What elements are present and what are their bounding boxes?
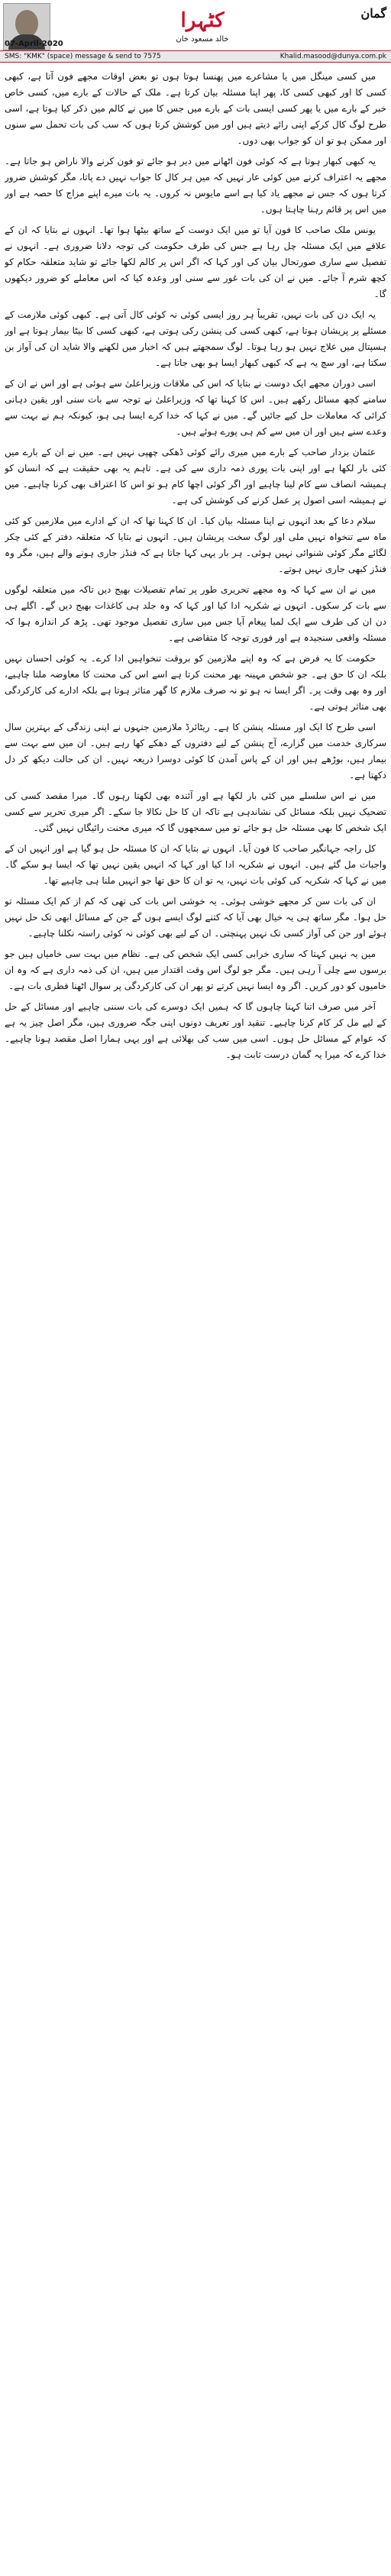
article-paragraph: کل راجہ جہانگیر صاحب کا فون آیا۔ انہوں نے بتایا کہ ان کا مسئلہ حل ہو گیا ہے اور انہیں ان کے واجبات مل گئے ہیں۔ انہوں نے شکریہ ادا کیا اور کہا کہ انہیں یقین نہیں تھا کہ ایسا ہو سکے گا۔ میں نے کہا کہ شکریہ کی کوئی بات نہیں، یہ تو ان کا حق تھا جو انہیں ملنا ہی چاہیے تھا۔ [5, 843, 386, 886]
article-paragraph: سلام دعا کے بعد انہوں نے اپنا مسئلہ بیان کیا۔ ان کا کہنا تھا کہ ان کے ادارے میں ملازمین کو کئی ماہ سے تنخواہ نہیں ملی اور لوگ سخت پریشان ہیں۔ انہوں نے بتایا کہ متعلقہ دفتر کے کئی چکر لگائے مگر کوئی شنوائی نہیں ہوئی۔ ہر بار یہی کہا جاتا ہے کہ فنڈز جاری ہونے والے ہیں، مگر وہ فنڈز کبھی جاری نہیں ہوتے۔ [5, 516, 386, 574]
article-paragraph: یہ کبھی کبھار ہوتا ہے کہ کوئی فون اٹھانے میں دیر ہو جائے تو فون کرنے والا ناراض ہو جاتا ہے۔ مجھے یہ اعتراف کرنے میں کوئی عار نہیں کہ میں ہر کال کا جواب نہیں دے پاتا، مگر کوشش ضرور کرتا ہوں کہ جس نے مجھے یاد کیا ہے اسے مایوس نہ کروں۔ یہ بات میرے اپنے مزاج کا حصہ ہے اور میں اس پر قائم رہنا چاہتا ہوں۔ [5, 156, 386, 215]
author-email[interactable]: Khalid.masood@dunya.com.pk [280, 53, 386, 60]
column-header [0, 0, 391, 64]
contact-bar [0, 50, 391, 63]
article-paragraph: عثمان بزدار صاحب کے بارے میں میری رائے کوئی ڈھکی چھپی نہیں ہے۔ میں نے ان کے بارے میں کئی بار لکھا ہے اور اپنی بات پوری ذمہ داری سے کی ہے۔ تاہم یہ بھی حقیقت ہے کہ انسان کو ہمیشہ انصاف سے کام لینا چاہیے اور اگر کوئی اچھا کام ہو تو اس کا اعتراف بھی کرنا چاہیے۔ میں نے ہمیشہ اسی اصول پر عمل کرنے کی کوشش کی ہے۔ [5, 447, 386, 506]
article-paragraph: میں نے اس سلسلے میں کئی بار لکھا ہے اور آئندہ بھی لکھتا رہوں گا۔ میرا مقصد کسی کی تضحیک نہیں بلکہ مسائل کی نشاندہی ہے تاکہ ان کا حل نکالا جا سکے۔ اگر میری تحریر سے کسی ایک شخص کا بھی مسئلہ حل ہو جائے تو میں سمجھوں گا کہ میری محنت رائیگاں نہیں گئی۔ [5, 790, 386, 833]
article-paragraph: اسی طرح کا ایک اور مسئلہ پنشن کا ہے۔ ریٹائرڈ ملازمین جنہوں نے اپنی زندگی کے بہترین سال سرکاری خدمت میں گزارے، آج پنشن کے لیے دفتروں کے دھکے کھا رہے ہیں۔ ان میں سے بہت سے بیمار ہیں، بوڑھے ہیں اور ان کے پاس آمدن کا کوئی دوسرا ذریعہ نہیں۔ ان کی حالت دیکھ کر دل دکھتا ہے۔ [5, 722, 386, 781]
column-title: گمان [360, 6, 386, 21]
author-face-shape [15, 10, 38, 37]
author-name: خالد مسعود خان [176, 35, 229, 44]
article-paragraph: آخر میں صرف اتنا کہنا چاہوں گا کہ ہمیں ایک دوسرے کی بات سننی چاہیے اور مسائل کے حل کے لیے مل کر کام کرنا چاہیے۔ تنقید اور تعریف دونوں اپنی جگہ ضروری ہیں، مگر اصل چیز یہ ہے کہ عوام کے مسائل حل ہوں۔ اسی میں سب کی بھلائی ہے اور یہی ہمارا اصل مقصد ہونا چاہیے۔ خدا کرے کہ میرا یہ گمان درست ثابت ہو۔ [5, 1001, 386, 1060]
article-paragraph: یونس ملک صاحب کا فون آیا تو میں ایک دوست کے ساتھ بیٹھا ہوا تھا۔ انہوں نے بتایا کہ ان کے علاقے میں ایک مسئلہ چل رہا ہے جس کی طرف حکومت کی توجہ دلانا ضروری ہے۔ انہوں نے تفصیل سے ساری صورتحال بیان کی اور کہا کہ اگر اس پر کالم لکھا جائے تو شاید متعلقہ حکام کو کچھ شرم آ جائے۔ میں نے ان کی بات غور سے سنی اور وعدہ کیا کہ اس معاملے کو ضرور دیکھوں گا۔ [5, 225, 386, 299]
article-paragraph: یہ ایک دن کی بات نہیں، تقریباً ہر روز ایسی کوئی نہ کوئی کال آتی ہے۔ کبھی کوئی ملازمت کے مسئلے پر پریشان ہوتا ہے، کبھی کسی کی پنشن رکی ہوتی ہے، کبھی کسی کا بیٹا بیمار ہوتا ہے اور ہسپتال میں علاج نہیں ہو رہا ہوتا۔ لوگ سمجھتے ہیں کہ اخبار میں لکھنے والا شاید ان کی آواز بن سکتا ہے، اور سچ یہ ہے کہ کبھی کبھار ایسا ہو بھی جاتا ہے۔ [5, 309, 386, 368]
article-paragraph: میں نے ان سے کہا کہ وہ مجھے تحریری طور پر تمام تفصیلات بھیج دیں تاکہ میں متعلقہ لوگوں سے بات کر سکوں۔ انہوں نے شکریہ ادا کیا اور کہا کہ وہ جلد ہی کاغذات بھیج دیں گے۔ اگلے ہی دن ان کی طرف سے ایک لمبا پیغام آیا جس میں ساری تفصیل موجود تھی۔ پڑھ کر اندازہ ہوا کہ مسئلہ واقعی سنجیدہ ہے اور فوری توجہ کا متقاضی ہے۔ [5, 584, 386, 643]
sms-instruction: SMS: "KMK" (space) message & send to 7575 [5, 53, 161, 60]
publish-date: 07-April-2020 [5, 40, 63, 48]
article-paragraph: حکومت کا یہ فرض ہے کہ وہ اپنے ملازمین کو بروقت تنخواہیں ادا کرے۔ یہ کوئی احسان نہیں بلکہ ان کا حق ہے۔ جو شخص مہینہ بھر محنت کرتا ہے اسے اس کی محنت کا معاوضہ ملنا چاہیے، اور وہ بھی وقت پر۔ اگر ایسا نہ ہو تو نہ صرف ملازم کا گھر متاثر ہوتا ہے بلکہ ادارے کی کارکردگی بھی متاثر ہوتی ہے۔ [5, 653, 386, 712]
article-paragraph: میں کسی مینگل میں یا مشاعرے میں پھنسا ہوتا ہوں تو بعض اوقات مجھے فون آتا ہے، کبھی کسی کا اور کبھی کسی کا، پھر اپنا مسئلہ بیان کرتا ہے۔ ملک کے حالات کے بارے میں، کسی خاص خبر کے بارے میں یا پھر کسی ایسی بات کے بارے میں جس کا میں نے کالم میں ذکر کیا ہوتا ہے، اسی طرح لوگ کال کرکے اپنی رائے دیتے ہیں اور میں کوشش کرتا ہوں کہ سب کی بات تحمل سے سنوں اور ممکن ہو تو ان کو جواب بھی دوں۔ [5, 71, 386, 146]
article-paragraph: میں یہ نہیں کہتا کہ ساری خرابی کسی ایک شخص کی ہے۔ نظام میں بہت سی خامیاں ہیں جو برسوں سے چلی آ رہی ہیں۔ مگر جو لوگ اس وقت اقتدار میں ہیں، ان کی ذمہ داری ہے کہ وہ ان خامیوں کو دور کریں۔ اگر وہ ایسا نہیں کرتے تو پھر ان کی کارکردگی پر سوال اٹھنا فطری بات ہے۔ [5, 949, 386, 991]
column-logo-text: کٹہرا [180, 9, 225, 32]
article-paragraph: اسی دوران مجھے ایک دوست نے بتایا کہ اس کی ملاقات وزیراعلیٰ سے ہوئی ہے اور اس نے ان کے سامنے کچھ مسائل رکھے ہیں۔ اس کا کہنا تھا کہ وزیراعلیٰ نے توجہ سے بات سنی اور یقین دہانی کرائی کہ معاملات حل کیے جائیں گے۔ میں نے کہا کہ خدا کرے ایسا ہی ہو، کیونکہ ہم نے بہت سے وعدے سنے ہیں اور ان میں سے کم ہی پورے ہوئے ہیں۔ [5, 378, 386, 437]
article-body [5, 69, 386, 2570]
column-logo [149, 3, 256, 38]
article-paragraph: ان کی بات سن کر مجھے خوشی ہوئی۔ یہ خوشی اس بات کی تھی کہ کم از کم ایک مسئلہ تو حل ہوا۔ مگر ساتھ ہی یہ خیال بھی آیا کہ کتنے لوگ ایسے ہوں گے جن کے مسائل ابھی تک حل نہیں ہوئے اور جن کی آواز کسی تک نہیں پہنچتی۔ ان کے لیے بھی کوئی نہ کوئی راستہ نکلنا چاہیے۔ [5, 896, 386, 939]
